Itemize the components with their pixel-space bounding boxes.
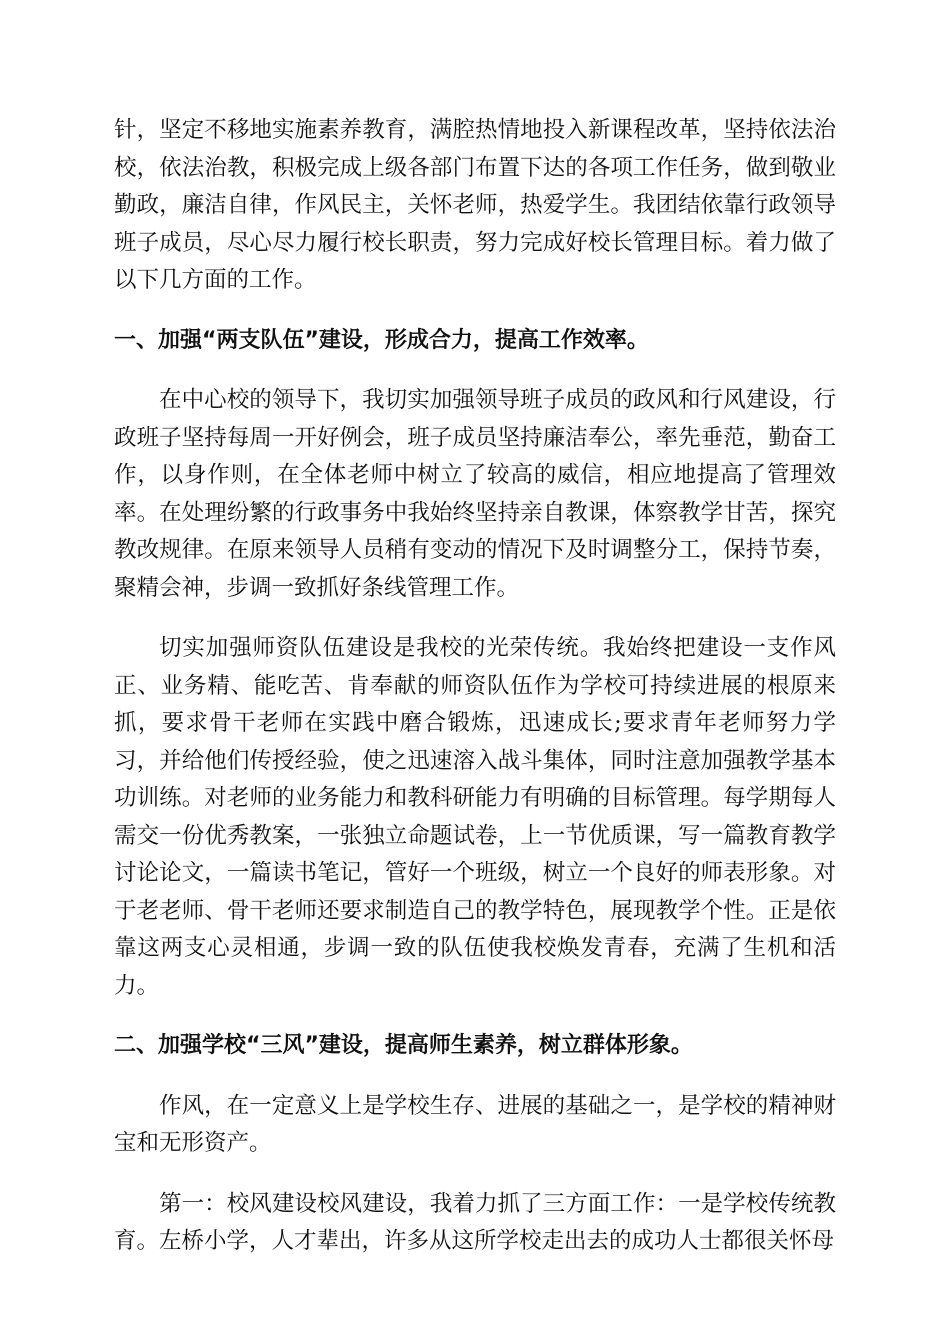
document-page	[114, 112, 836, 1261]
section-heading-1: 一、加强“两支队伍”建设，形成合力，提高工作效率。	[114, 327, 649, 353]
paragraph-school-spirit: 第一：校风建设校风建设，我着力抓了三方面工作：一是学校传统教育。左桥小学，人才辈出，许多从这所学校走出去的成功人士都很关怀母	[114, 1190, 836, 1254]
paragraph-intro-continued: 针，坚定不移地实施素养教育，满腔热情地投入新课程改革，坚持依法治校，依法治教，积极完成上级各部门布置下达的各项工作任务，做到敬业勤政，廉洁自律，作风民主，关怀老师，热爱学生。我团结依靠行政领导班子成员，尽心尽力履行校长职责，努力完成好校长管理目标。着力做了以下几方面的工作。	[114, 117, 836, 293]
paragraph-teachers: 切实加强师资队伍建设是我校的光荣传统。我始终把建设一支作风正、业务精、能吃苦、肯奉献的师资队伍作为学校可持续进展的根原来抓，要求骨干老师在实践中磨合锻炼，迅速成长;要求青年老师努力学习，并给他们传授经验，使之迅速溶入战斗集体，同时注意加强教学基本功训练。对老师的业务能力和教科研能力有明确的目标管理。每学期每人需交一份优秀教案，一张独立命题试卷，上一节优质课，写一篇教育教学讨论论文，一篇读书笔记，管好一个班级，树立一个良好的师表形象。对于老老师、骨干老师还要求制造自己的教学特色，展现教学个性。正是依靠这两支心灵相通，步调一致的队伍使我校焕发青春，充满了生机和活力。	[114, 635, 836, 999]
paragraph-leadership: 在中心校的领导下，我切实加强领导班子成员的政风和行风建设，行政班子坚持每周一开好例会，班子成员坚持廉洁奉公，率先垂范，勤奋工作，以身作则，在全体老师中树立了较高的威信，相应地提高了管理效率。在处理纷繁的行政事务中我始终坚持亲自教课，体察教学甘苦，探究教改规律。在原来领导人员稍有变动的情况下及时调整分工，保持节奏，聚精会神，步调一致抓好条线管理工作。	[114, 387, 836, 601]
paragraph-style: 作风，在一定意义上是学校生存、进展的基础之一，是学校的精神财宝和无形资产。	[114, 1092, 836, 1156]
section-heading-2: 二、加强学校“三风”建设，提高师生素养，树立群体形象。	[114, 1033, 693, 1058]
